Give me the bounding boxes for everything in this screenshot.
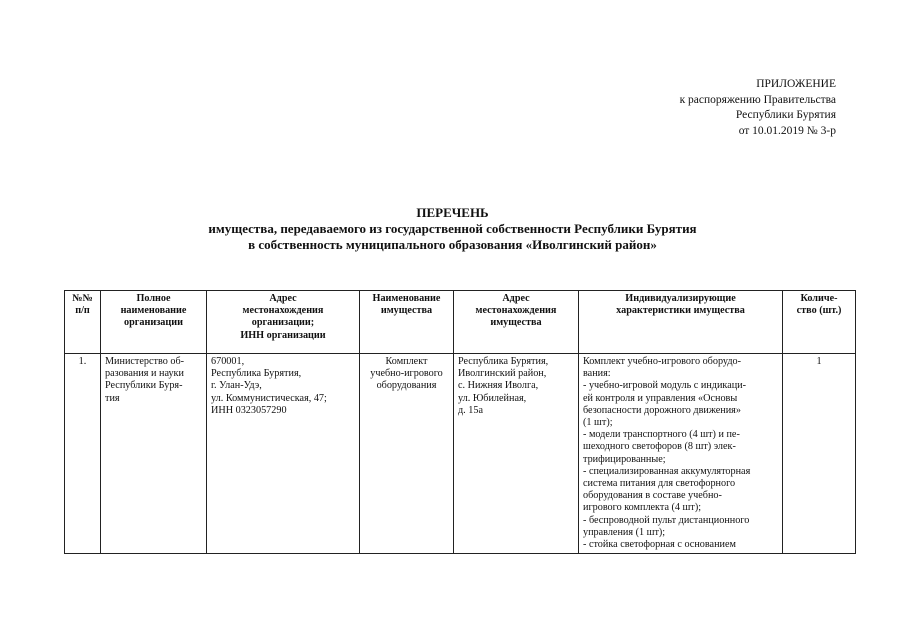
text-line: д. 15а [458,404,483,416]
cell-property-address [454,354,579,554]
text-line: п/п [75,305,90,317]
document-title [0,205,905,253]
text-line: (1 шт); [583,417,613,429]
text-line: Наименование [372,293,441,304]
text-line: вания: [583,368,611,380]
text-line: местонахождения [475,305,557,317]
cell-organization [101,354,207,554]
text-line: 670001, [211,356,245,367]
text-line: шеходного светофоров (8 шт) элек- [583,441,736,453]
text-line: разования и науки [105,368,184,380]
header-quantity [783,291,856,354]
text-line: наименование [120,305,187,317]
text-line: имущества [380,305,433,317]
title-line-2: имущества, передаваемого из государственной собственности Республики Бурятия [208,221,697,236]
cell-quantity: 1 [783,354,856,554]
text-line: - модели транспортного (4 шт) и пе- [583,429,740,441]
title-line-1: ПЕРЕЧЕНЬ [416,205,489,220]
text-line: оборудования [376,380,437,392]
header-property-address [454,291,579,354]
table-header-row [65,291,856,354]
text-line: г. Улан-Удэ, [211,380,262,392]
text-line: Комплект учебно-игрового оборудо- [583,356,742,367]
text-line: Адрес [502,293,530,304]
appendix-republic: Республики Бурятия [735,109,836,121]
text-line: Министерство об- [105,356,185,367]
text-line: Комплект [385,356,428,367]
cell-org-address [207,354,360,554]
text-line: тия [105,392,120,404]
text-line: №№ [72,293,93,304]
text-line: ул. Коммунистическая, 47; [211,392,327,404]
text-line: - стойка светофорная с основанием [583,539,736,551]
text-line: ство (шт.) [796,305,842,317]
property-table [64,290,856,554]
header-organization [101,291,207,354]
text-line: Республика Бурятия, [458,356,549,367]
text-line: учебно-игрового [370,368,443,380]
appendix-block [680,77,836,139]
text-line: - беспроводной пульт дистанционного [583,514,750,526]
text-line: Иволгинский район, [458,368,547,380]
appendix-title: ПРИЛОЖЕНИЕ [756,78,836,90]
appendix-order-ref: к распоряжению Правительства [679,93,836,106]
text-line: местонахождения [242,305,324,317]
text-line: - специализированная аккумуляторная [583,465,751,477]
appendix-date-number: от 10.01.2019 № 3-р [738,124,836,137]
cell-property-name [360,354,454,554]
text-line: безопасности дорожного движения» [583,404,741,416]
text-line: характеристики имущества [616,305,745,317]
text-line: Адрес [269,293,297,304]
text-line: игрового комплекта (4 шт); [583,502,702,514]
text-line: организации [123,317,184,329]
text-line: организации; [251,317,315,329]
header-num [65,291,101,354]
title-line-3: в собственность муниципального образования «Иволгинский район» [248,237,657,252]
table-row [65,354,856,554]
text-line: Индивидуализирующие [625,293,736,304]
cell-characteristics [579,354,783,554]
text-line: Полное [136,293,171,304]
text-line: ул. Юбилейная, [458,392,527,404]
text-line: ИНН 0323057290 [211,404,287,416]
text-line: ИНН организации [240,329,326,341]
text-line: Количе- [800,293,838,304]
header-org-address [207,291,360,354]
text-line: Республики Буря- [105,380,183,392]
text-line: имущества [490,317,542,329]
text-line: трифицированные; [583,453,666,465]
cell-num: 1. [65,354,101,554]
text-line: с. Нижняя Иволга, [458,380,539,392]
text-line: ей контроля и управления «Основы [583,392,738,404]
header-characteristics [579,291,783,354]
text-line: система питания для светофорного [583,478,736,490]
header-property-name [360,291,454,354]
text-line: - учебно-игровой модуль с индикаци- [583,380,747,392]
text-line: Республика Бурятия, [211,368,302,380]
text-line: управления (1 шт); [583,526,666,538]
text-line: оборудования в составе учебно- [583,490,722,502]
